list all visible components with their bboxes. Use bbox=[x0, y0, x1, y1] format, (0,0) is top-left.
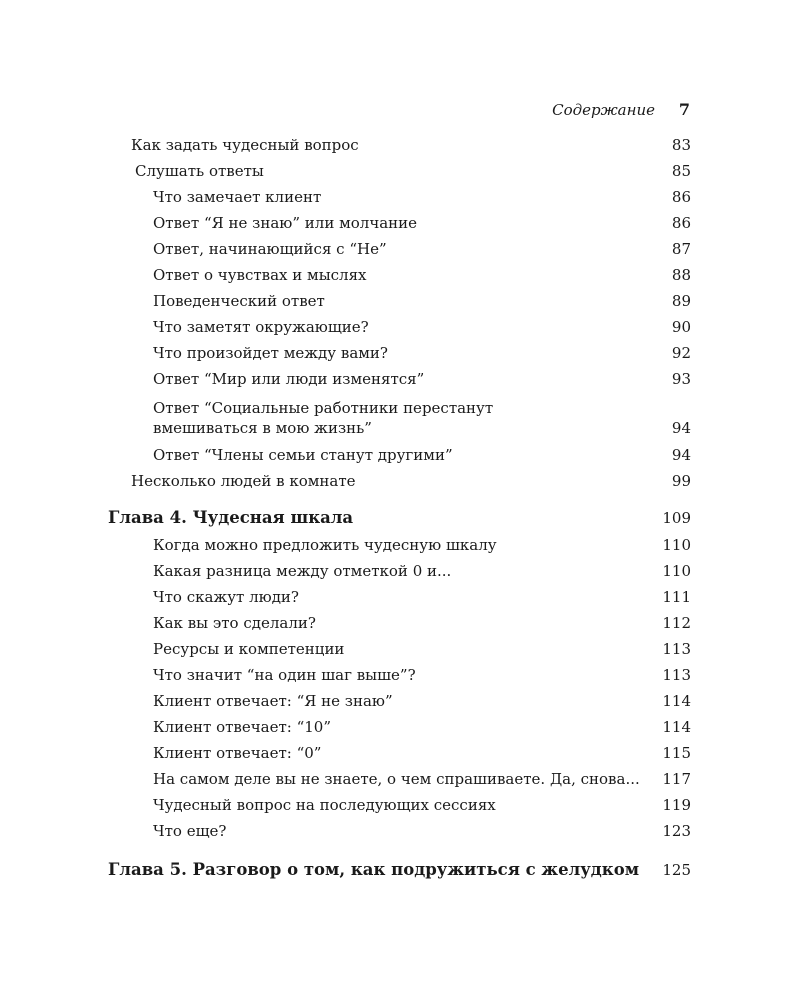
toc-entry-page: 114 bbox=[662, 718, 691, 736]
toc-chapter-title: Глава 4. Чудесная шкала bbox=[108, 508, 354, 527]
toc-entry-title: Когда можно предложить чудесную шкалу bbox=[153, 536, 497, 554]
toc-entry-page: 123 bbox=[662, 822, 691, 840]
toc-entry-title: Что произойдет между вами? bbox=[153, 344, 388, 362]
toc-entry-page: 114 bbox=[662, 692, 691, 710]
toc-entry-page: 94 bbox=[671, 446, 691, 464]
toc-entry-page: 92 bbox=[671, 344, 691, 362]
toc-entry-title-line1: Ответ “Социальные работники перестанут bbox=[153, 399, 494, 417]
toc-entry-title: Как вы это сделали? bbox=[153, 614, 316, 632]
toc-entry-page: 86 bbox=[671, 214, 691, 232]
toc-entry-title: Что заметят окружающие? bbox=[153, 318, 369, 336]
toc-entry-title-line2: вмешиваться в мою жизнь” bbox=[153, 419, 372, 437]
toc-entry-page: 87 bbox=[671, 240, 691, 258]
toc-entry-page: 119 bbox=[662, 796, 691, 814]
toc-entry-page: 115 bbox=[662, 744, 691, 762]
toc-entry-page: 111 bbox=[662, 588, 691, 606]
toc-entry-page: 99 bbox=[671, 472, 691, 490]
toc-entry-title: Ответ “Я не знаю” или молчание bbox=[153, 214, 418, 232]
toc-chapter-page: 109 bbox=[662, 509, 691, 527]
toc-entry-title: Что еще? bbox=[153, 822, 227, 840]
toc-entry-title: Ресурсы и компетенции bbox=[153, 640, 345, 658]
toc-entry-title: Что значит “на один шаг выше”? bbox=[153, 666, 416, 684]
toc-chapter-page: 125 bbox=[662, 861, 691, 879]
toc-entry-page: 113 bbox=[662, 666, 691, 684]
toc-entry-title: Что замечает клиент bbox=[153, 188, 322, 206]
toc-entry-page: 117 bbox=[662, 770, 691, 788]
toc-entry-page: 93 bbox=[671, 370, 691, 388]
toc-entry-page: 88 bbox=[671, 266, 691, 284]
toc-entry-title: Слушать ответы bbox=[135, 162, 264, 180]
toc-entry-title: Клиент отвечает: “0” bbox=[153, 744, 322, 762]
toc-entry-page: 112 bbox=[662, 614, 691, 632]
toc-entry-title: Ответ “Мир или люди изменятся” bbox=[153, 370, 425, 388]
toc-entry-page: 90 bbox=[671, 318, 691, 336]
toc-entry-page: 110 bbox=[662, 536, 691, 554]
toc-entry-page: 83 bbox=[671, 136, 691, 154]
toc-entry-title: Клиент отвечает: “Я не знаю” bbox=[153, 692, 393, 710]
toc-entry-title: Ответ “Члены семьи станут другими” bbox=[153, 446, 453, 464]
toc-entry-title: Ответ о чувствах и мыслях bbox=[153, 266, 367, 284]
header-title: Содержание bbox=[552, 101, 655, 119]
header-page-number: 7 bbox=[678, 100, 690, 119]
toc-entry-title: Чудесный вопрос на последующих сессиях bbox=[153, 796, 496, 814]
toc-entry-title: Какая разница между отметкой 0 и... bbox=[153, 562, 452, 580]
toc-entry-page: 85 bbox=[671, 162, 691, 180]
toc-entry-title: Что скажут люди? bbox=[153, 588, 299, 606]
toc-entry-page: 110 bbox=[662, 562, 691, 580]
toc-entry-page: 86 bbox=[671, 188, 691, 206]
toc-entry-title: Несколько людей в комнате bbox=[131, 472, 356, 490]
toc-entry-title: Клиент отвечает: “10” bbox=[153, 718, 332, 736]
toc-chapter-title: Глава 5. Разговор о том, как подружиться с желудком bbox=[108, 860, 640, 879]
toc-entry-title: Ответ, начинающийся с “Не” bbox=[153, 240, 387, 258]
toc-entry-title: Поведенческий ответ bbox=[153, 292, 325, 310]
toc-entry-page: 89 bbox=[671, 292, 691, 310]
toc-entry-title: Как задать чудесный вопрос bbox=[131, 136, 359, 154]
running-header bbox=[0, 99, 800, 123]
toc-entry-page: 113 bbox=[662, 640, 691, 658]
toc-entry-page: 94 bbox=[671, 419, 691, 437]
toc-entry-title: На самом деле вы не знаете, о чем спрашиваете. Да, снова... bbox=[153, 770, 640, 788]
